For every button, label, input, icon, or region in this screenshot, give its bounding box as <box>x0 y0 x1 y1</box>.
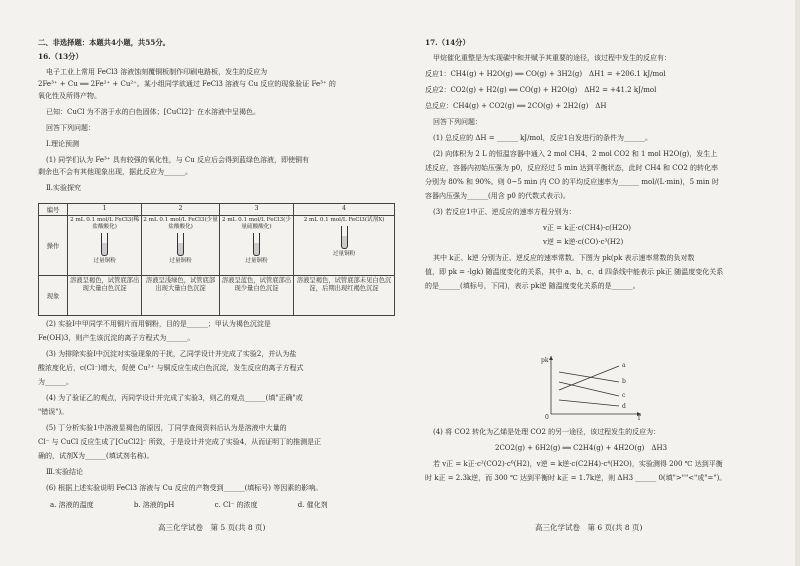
equation-line: 反应2：CO2(g) + H2(g) ══ CO(g) + H2O(g) ΔH2 = +41.2 kJ/mol <box>425 86 657 94</box>
y-axis-label: pk <box>541 357 549 364</box>
origin-label: 0 <box>545 414 549 420</box>
addition-label: 过量铜粉 <box>332 251 356 257</box>
table-header: 2 <box>142 204 220 216</box>
text-line: 值，即 pk = -lgk) 随温度变化的关系，其中 a、b、c、d 四条线中能表示 pk正 随温度变化关系 <box>425 268 724 276</box>
question-17-title: 17.（14分） <box>425 38 470 47</box>
rate-equation: v逆 = k逆·c(CO)·c³(H2) <box>543 238 624 246</box>
test-tube-icon <box>221 231 292 258</box>
text-line: Fe(OH)3，则产生该沉淀的离子方程式为______。 <box>38 334 195 342</box>
text-line: (5) 丁分析实验1中溶液显褐色的原因，丁同学查阅资料后认为是溶液中大量的 <box>46 424 287 432</box>
text-line: 时 k正 = 2.3k逆，而 300 ℃ 达到平衡时 k正 = 1.7k逆，则 ΔH3 ______ 0(填">""<"或"=")。 <box>425 474 727 482</box>
curve-b <box>559 372 619 382</box>
reagent-label: 2 mL 0.1 mol/L FeCl3(少量盐酸酸化) <box>143 217 218 230</box>
curve-label-b: b <box>622 378 626 385</box>
test-tube-icon <box>143 231 218 258</box>
text-line: 2Fe³⁺ + Cu ══ 2Fe²⁺ + Cu²⁺。某小组同学欲通过 FeCl3 溶液与 Cu 反应的现象验证 Fe³⁺ 的 <box>38 80 336 88</box>
observation-cell: 溶液呈褐色，试管底部未见白色沉淀，后期出现红褐色沉淀 <box>294 276 395 316</box>
table-header: 编号 <box>39 204 68 216</box>
reagent-label: 2 mL 0.1 mol/L FeCl3(试剂X) <box>303 217 385 223</box>
observation-cell: 溶液呈蓝色，试管底部出现少量白色沉淀 <box>219 276 293 316</box>
text-line: 回答下列问题： <box>46 124 95 132</box>
curve-d <box>559 400 619 406</box>
reagent-label: 2 mL 0.1 mol/L FeCl3(少量硫酸酸化) <box>222 217 291 230</box>
text-line: 确的，试剂X为______(填试剂名称)。 <box>38 452 154 460</box>
text-line: Cl⁻ 与 CuCl 反应生成了[CuCl2]⁻ 所致，于是设计并完成了实验4，从而证明丁的推测是正 <box>38 438 322 446</box>
text-line: 分别为 80% 和 90%。则 0~5 min 内 CO 的平均反应速率为______ mol/(L·min)，5 min 时 <box>425 178 719 186</box>
rate-equation: v正 = k正·c(CH4)·c(H2O) <box>543 224 631 232</box>
section-header: 二、非选择题：本题共4小题，共55分。 <box>38 38 170 47</box>
choice-a: a. 溶液的温度 <box>50 501 94 509</box>
equation-line: 2CO2(g) + 6H2(g) ══ C2H4(g) + 4H2O(g) ΔH3 <box>495 444 668 452</box>
text-line: 其中 k正、k逆 分别为正、逆反应的速率常数。下图为 pk(pk 表示速率常数的负对数 <box>433 254 695 262</box>
text-line: (2) 实验Ⅰ中甲同学不用铜片而用铜粉，目的是______；甲认为褐色沉淀是 <box>46 320 271 328</box>
text-line: (3) 为排除实验Ⅰ中沉淀对实验现象的干扰，乙同学设计并完成了实验2，并认为盐 <box>46 350 297 358</box>
choice-c: c. Cl⁻ 的浓度 <box>214 501 258 509</box>
page-footer: 高三化学试卷 第 6 页(共 8 页) <box>535 523 643 532</box>
text-line: (6) 根据上述实验说明 FeCl3 溶液与 Cu 反应的产物受到______(填标号) 等因素的影响。 <box>46 484 323 492</box>
subsection-title: Ⅱ.实验探究 <box>46 184 81 192</box>
text-line: 电子工业上常用 FeCl3 溶液蚀刻覆铜板制作印刷电路板，发生的反应为 <box>46 68 268 76</box>
subsection-title: Ⅰ.理论预测 <box>46 140 79 148</box>
curve-a <box>559 366 619 390</box>
text-line: 回答下列问题： <box>433 118 482 126</box>
text-line: 的是______(填标号，下同)，表示 pk逆 随温度变化关系的是______。 <box>425 282 640 290</box>
table-header: 1 <box>68 204 142 216</box>
text-line: 容器内压强为______(用含 p0 的代数式表示)。 <box>425 192 570 200</box>
left-page <box>38 0 395 566</box>
choice-b: b. 溶液的pH <box>133 501 175 509</box>
curve-c <box>559 382 619 396</box>
text-line: (4) 为了验证乙的观点，丙同学设计并完成了实验3，则乙的观点______(填"正确"或 <box>46 394 303 402</box>
text-line: (1) 总反应的 ΔH = ______ kJ/mol，反应1自发进行的条件为______。 <box>433 134 653 142</box>
y-axis-arrow <box>549 356 553 360</box>
experiment-table <box>38 203 395 316</box>
text-line: "错误")。 <box>38 408 69 416</box>
text-line: 酸浓度化后，c(Cl⁻)增大，促使 Cu²⁺ 与铜反应生成白色沉淀，发生反应的离子方程式 <box>38 364 304 372</box>
curve-label-d: d <box>622 403 626 410</box>
text-line: 甲烷催化重整是为实现碳中和并赋予其重要的途径，该过程中发生的反应有： <box>433 54 671 62</box>
test-tube-icon <box>69 231 140 258</box>
text-line: 氧化性及所得产物。 <box>38 92 101 100</box>
right-page <box>425 0 770 566</box>
x-axis-label: T <box>637 415 642 420</box>
text-line: (4) 将 CO2 转化为乙烯是处理 CO2 的另一途径，该过程发生的反应为： <box>433 428 661 436</box>
subsection-title: Ⅲ.实验结论 <box>46 468 83 476</box>
question-16-title: 16.（13分） <box>38 52 83 61</box>
text-line: (3) 若反应1中正、逆反应的速率方程分别为： <box>433 208 576 216</box>
text-line: 若 v正 = k正·c²(CO2)·c⁶(H2)，v逆 = k逆·c(C2H4)·c⁴(H2O)，实验测得 200 ℃ 达到平衡 <box>433 460 723 468</box>
table-header: 3 <box>219 204 293 216</box>
operation-cell <box>219 216 293 276</box>
test-tube-icon <box>295 224 393 251</box>
text-line: 为______。 <box>38 378 73 386</box>
page-edge <box>795 0 800 566</box>
text-line: 剩余也不会有其他现象出现，据此反应为______。 <box>38 168 192 176</box>
text-line: 已知：CuCl 为不溶于水的白色固体；[CuCl2]⁻ 在水溶液中呈褐色。 <box>46 108 260 116</box>
operation-cell <box>142 216 220 276</box>
operation-cell <box>68 216 142 276</box>
row-label-operation: 操作 <box>39 216 68 276</box>
text-line: (1) 同学们认为 Fe³⁺ 具有较强的氧化性，与 Cu 反应后会得到蓝绿色溶液，即使铜有 <box>46 156 310 164</box>
curve-label-a: a <box>622 362 626 369</box>
operation-cell <box>294 216 395 276</box>
row-label-observation: 现象 <box>39 276 68 316</box>
choice-d: d. 催化剂 <box>297 501 328 509</box>
addition-label: 过量铜粉 <box>169 258 192 264</box>
observation-cell: 溶液呈褐色，试管底部出现大量白色沉淀 <box>68 276 142 316</box>
curve-label-c: c <box>622 392 626 399</box>
table-header: 4 <box>294 204 395 216</box>
text-line: (2) 向体积为 2 L 的恒温容器中通入 2 mol CH4、2 mol CO2 和 1 mol H2O(g)，发生上 <box>433 150 718 158</box>
reagent-label: 2 mL 0.1 mol/L FeCl3(稀盐酸酸化) <box>70 217 140 230</box>
addition-label: 过量铜粉 <box>245 258 268 264</box>
answer-choices <box>50 500 366 510</box>
equation-line: 反应1：CH4(g) + H2O(g) ══ CO(g) + 3H2(g) ΔH1 = +206.1 kJ/mol <box>425 70 666 78</box>
page-footer: 高三化学试卷 第 5 页(共 8 页) <box>158 523 266 532</box>
observation-cell: 溶液呈浅绿色，试管底部出现大量白色沉淀 <box>142 276 220 316</box>
text-line: 述反应，容器内初始压强为 p0，反应经过 5 min 达到平衡状态，此时 CH4 和 CO2 的转化率 <box>425 164 719 172</box>
equation-line: 总反应：CH4(g) + CO2(g) ══ 2CO(g) + 2H2(g) ΔH <box>425 102 607 110</box>
addition-label: 过量铜粉 <box>93 258 116 264</box>
pk-vs-temperature-graph <box>537 352 647 420</box>
